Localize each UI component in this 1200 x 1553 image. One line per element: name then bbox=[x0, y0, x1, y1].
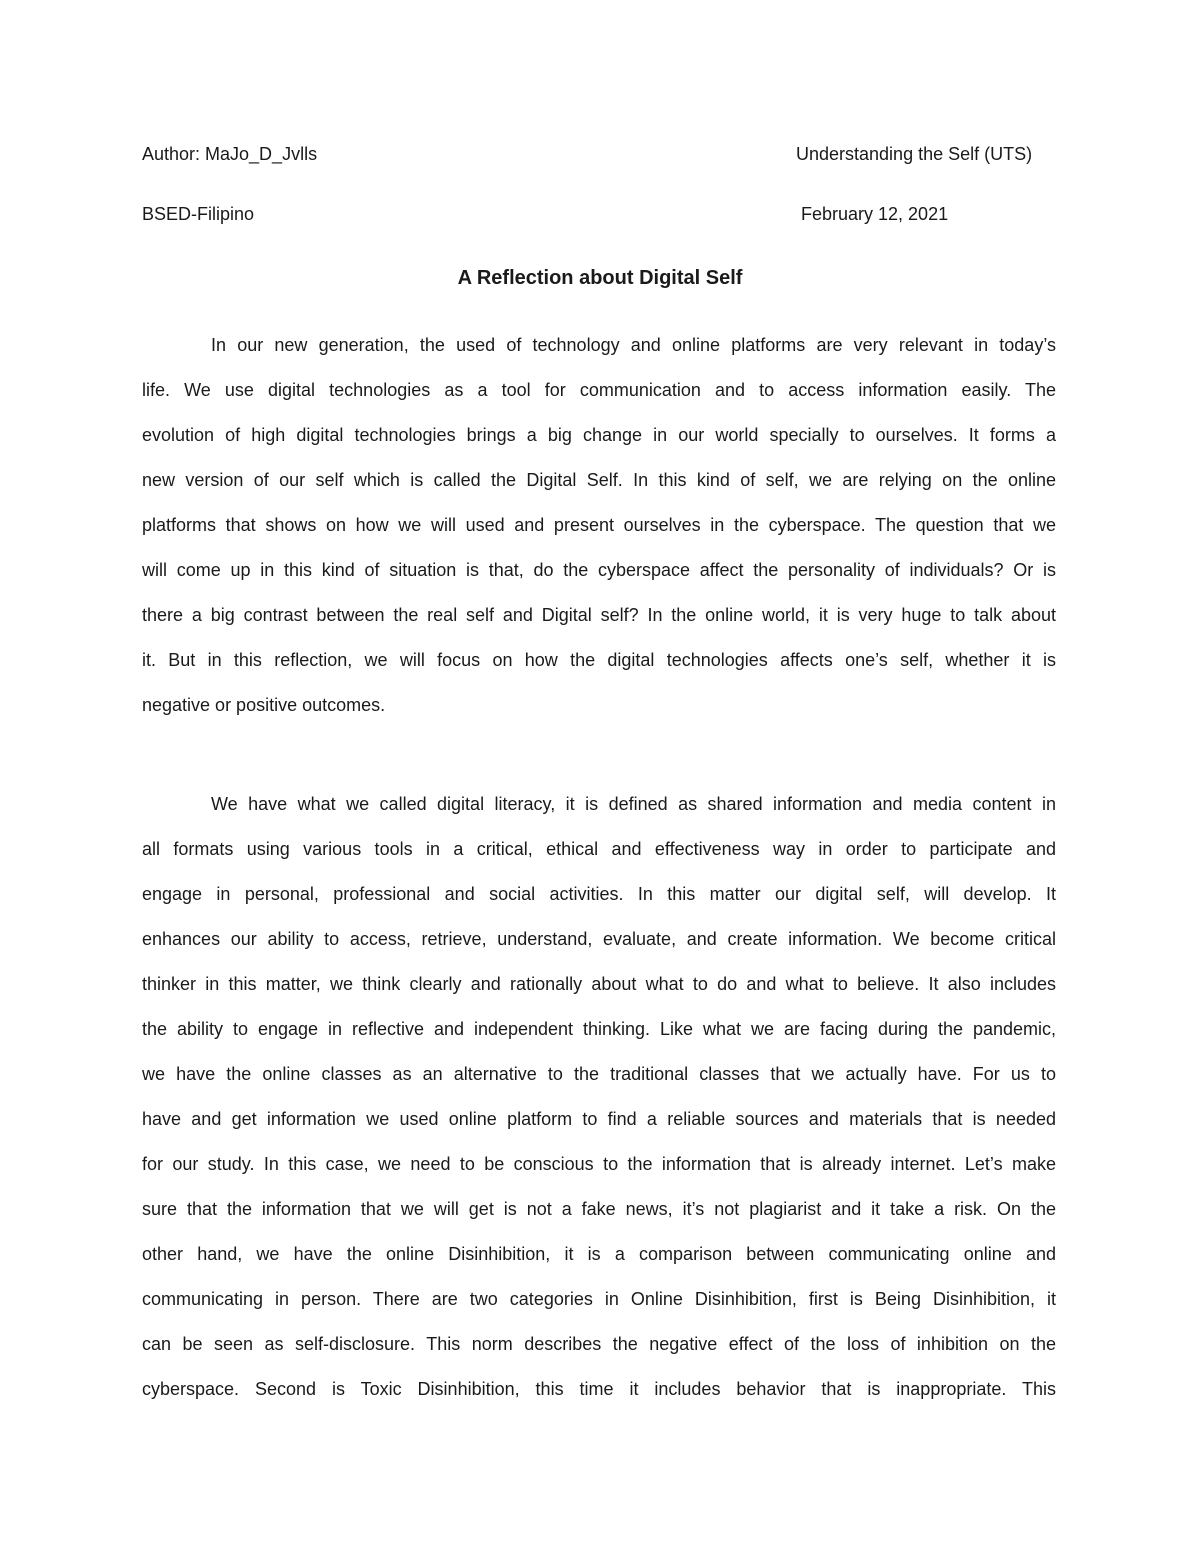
course-title: Understanding the Self (UTS) bbox=[796, 144, 1033, 164]
paragraph-line: for our study. In this case, we need to be conscious to the information that is already internet. Let’s make bbox=[142, 1154, 1056, 1174]
document-title: A Reflection about Digital Self bbox=[457, 267, 743, 289]
program-line: BSED-Filipino bbox=[142, 204, 255, 224]
paragraph-line: evolution of high digital technologies brings a big change in our world specially to ourselves. It forms a bbox=[142, 425, 1056, 445]
paragraph-line: cyberspace. Second is Toxic Disinhibition, this time it includes behavior that is inappropriate. This bbox=[142, 1379, 1056, 1399]
paragraph-line: In our new generation, the used of technology and online platforms are very relevant in today’s bbox=[211, 335, 1056, 355]
paragraph-line: we have the online classes as an alternative to the traditional classes that we actually have. For us to bbox=[142, 1064, 1056, 1084]
paragraph-line: negative or positive outcomes. bbox=[142, 695, 386, 715]
paragraph-line: there a big contrast between the real self and Digital self? In the online world, it is very huge to talk about bbox=[142, 605, 1056, 625]
paragraph-line: platforms that shows on how we will used and present ourselves in the cyberspace. The question that we bbox=[142, 515, 1056, 535]
paragraph-line: can be seen as self-disclosure. This norm describes the negative effect of the loss of inhibition on the bbox=[142, 1334, 1056, 1354]
paragraph-line: sure that the information that we will get is not a fake news, it’s not plagiarist and it take a risk. On the bbox=[142, 1199, 1056, 1219]
paragraph-line: We have what we called digital literacy, it is defined as shared information and media content in bbox=[211, 794, 1056, 814]
paragraph-line: all formats using various tools in a critical, ethical and effectiveness way in order to participate and bbox=[142, 839, 1056, 859]
paragraph-line: will come up in this kind of situation is that, do the cyberspace affect the personality of individuals? Or is bbox=[142, 560, 1056, 580]
paragraph-line: engage in personal, professional and social activities. In this matter our digital self, will develop. It bbox=[142, 884, 1056, 904]
paragraph-line: the ability to engage in reflective and independent thinking. Like what we are facing during the pandemic, bbox=[142, 1019, 1056, 1039]
paragraph-line: it. But in this reflection, we will focus on how the digital technologies affects one’s self, whether it is bbox=[142, 650, 1056, 670]
date-line: February 12, 2021 bbox=[801, 204, 949, 224]
paragraph-line: enhances our ability to access, retrieve, understand, evaluate, and create information. We become critical bbox=[142, 929, 1056, 949]
paragraph-line: have and get information we used online platform to find a reliable sources and materials that is needed bbox=[142, 1109, 1056, 1129]
author-line: Author: MaJo_D_Jvlls bbox=[142, 144, 318, 164]
paragraph-line: life. We use digital technologies as a tool for communication and to access information easily. The bbox=[142, 380, 1056, 400]
paragraph-line: thinker in this matter, we think clearly and rationally about what to do and what to believe. It also includes bbox=[142, 974, 1056, 994]
paragraph-line: other hand, we have the online Disinhibition, it is a comparison between communicating online and bbox=[142, 1244, 1056, 1264]
paragraph-line: communicating in person. There are two categories in Online Disinhibition, first is Being Disinhibition, it bbox=[142, 1289, 1056, 1309]
paragraph-line: new version of our self which is called the Digital Self. In this kind of self, we are relying on the online bbox=[142, 470, 1056, 490]
